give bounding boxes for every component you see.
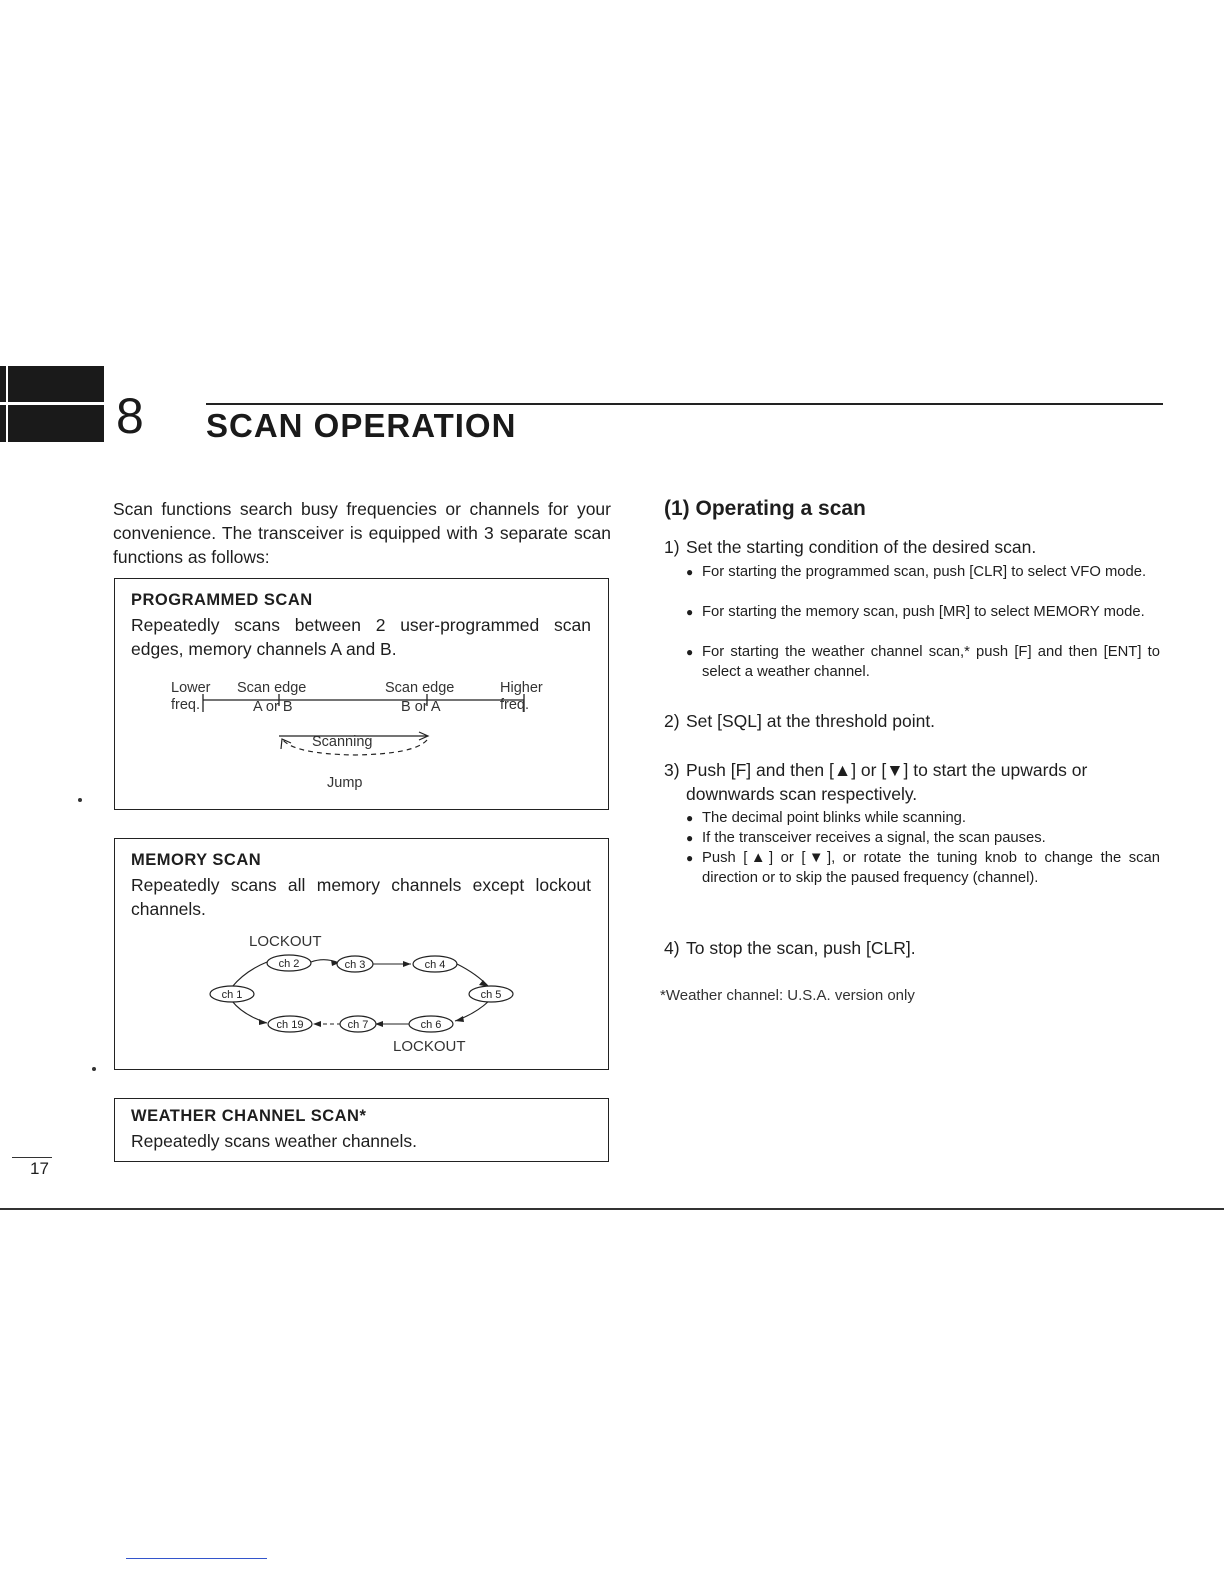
link-ch19-ch1 <box>232 1001 267 1023</box>
memory-scan-diagram <box>115 839 608 1069</box>
ch3-label: ch 3 <box>344 959 366 971</box>
programmed-scan-title: PROGRAMMED SCAN <box>131 591 313 609</box>
step-3-number: 3) <box>664 760 680 780</box>
weather-scan-box <box>114 1098 609 1162</box>
step1-bullet-2 <box>686 602 1160 622</box>
step3-bullet-2-text: If the transceiver receives a signal, the scan pauses. <box>702 830 1046 846</box>
step3-bullet-2 <box>686 828 1160 848</box>
step3-bullet-1-text: The decimal point blinks while scanning. <box>702 810 967 826</box>
lower-freq-label: Lower freq. <box>171 680 211 713</box>
step1-bullet-1 <box>686 562 1160 582</box>
step1-bullet-3-text: For starting the weather channel scan,* push [F] and then [ENT] to select a weather channel. <box>702 644 1160 680</box>
link-underline <box>126 1558 267 1559</box>
step-2-number: 2) <box>664 711 680 731</box>
chapter-tab-marker <box>0 366 104 442</box>
jump-arrowhead <box>281 739 291 749</box>
page-number: 17 <box>30 1159 49 1178</box>
step3-bullet-3-text: Push [▲] or [▼], or rotate the tuning knob to change the scan direction or to skip the paused frequency (channel). <box>702 850 1160 886</box>
bullet-dot-icon: ● <box>686 811 694 825</box>
step-1-text: Set the starting condition of the desired scan. <box>686 537 1037 557</box>
jump-label: Jump <box>327 775 363 791</box>
page-bottom-rule <box>0 1208 1224 1210</box>
step1-bullet-2-text: For starting the memory scan, push [MR] to select MEMORY mode. <box>702 604 1145 620</box>
weather-scan-description: Repeatedly scans weather channels. <box>131 1131 418 1151</box>
header-rule <box>206 403 1163 405</box>
chapter-number: 8 <box>116 388 144 444</box>
scan-edge-right-label: Scan edge <box>385 680 455 696</box>
ch4-label: ch 4 <box>424 959 446 971</box>
weather-scan-title: WEATHER CHANNEL SCAN* <box>131 1107 367 1125</box>
step-2-text: Set [SQL] at the threshold point. <box>686 711 936 731</box>
arrowhead-ch19 <box>313 1021 321 1027</box>
step-4-number: 4) <box>664 938 680 958</box>
step3-bullet-1 <box>686 808 1160 828</box>
step-1-number: 1) <box>664 537 680 557</box>
higher-freq-label: Higher freq. <box>500 680 543 713</box>
link-ch1-ch2 <box>232 962 267 987</box>
ch2-label: ch 2 <box>278 958 300 970</box>
lockout-top-label: LOCKOUT <box>249 933 322 950</box>
step-4-text: To stop the scan, push [CLR]. <box>686 938 916 958</box>
scan-edge-left-label: Scan edge <box>237 680 307 696</box>
step3-bullet-3 <box>686 848 1160 888</box>
chapter-title: SCAN OPERATION <box>206 407 517 444</box>
step-3-text: Push [F] and then [▲] or [▼] to start the upwards or downwards scan respectively. <box>686 760 1088 804</box>
bullet-dot-icon: ● <box>686 851 694 865</box>
scanning-label: Scanning <box>312 734 373 750</box>
page-number-rule <box>12 1157 52 1158</box>
step1-bullet-1-text: For starting the programmed scan, push [CLR] to select VFO mode. <box>702 564 1147 580</box>
bullet-dot-icon: ● <box>686 645 694 659</box>
memory-scan-box <box>114 838 609 1070</box>
ch19-label: ch 19 <box>276 1019 304 1031</box>
weather-footnote: *Weather channel: U.S.A. version only <box>660 987 915 1004</box>
operating-scan-heading: (1) Operating a scan <box>664 497 866 520</box>
bullet-dot-icon: ● <box>686 831 694 845</box>
bullet-dot-icon: ● <box>686 605 694 619</box>
lockout-bottom-label: LOCKOUT <box>393 1038 466 1055</box>
programmed-scan-description: Repeatedly scans between 2 user-programmed scan edges, memory channels A and B. <box>131 615 591 659</box>
scan-edge-right-sub: B or A <box>401 699 441 715</box>
ch7-label: ch 7 <box>347 1019 369 1031</box>
arrowhead-ch6 <box>455 1016 464 1022</box>
arrowhead-ch1 <box>259 1019 267 1025</box>
scan-edge-left-sub: A or B <box>253 699 293 715</box>
tab-slit-horizontal <box>0 402 104 405</box>
ch5-label: ch 5 <box>480 989 502 1001</box>
memory-scan-description: Repeatedly scans all memory channels except lockout channels. <box>131 875 591 919</box>
margin-dot <box>78 798 82 802</box>
bullet-dot-icon: ● <box>686 565 694 579</box>
step1-bullet-3 <box>686 642 1160 682</box>
intro-paragraph: Scan functions search busy frequencies or channels for your convenience. The transceiver is equipped with 3 separate scan functions as follows: <box>113 499 611 567</box>
ch1-label: ch 1 <box>221 989 243 1001</box>
arrowhead-ch4 <box>403 961 411 967</box>
ch6-label: ch 6 <box>420 1019 442 1031</box>
margin-dot <box>92 1067 96 1071</box>
memory-scan-title: MEMORY SCAN <box>131 851 262 869</box>
programmed-scan-box <box>114 578 609 810</box>
